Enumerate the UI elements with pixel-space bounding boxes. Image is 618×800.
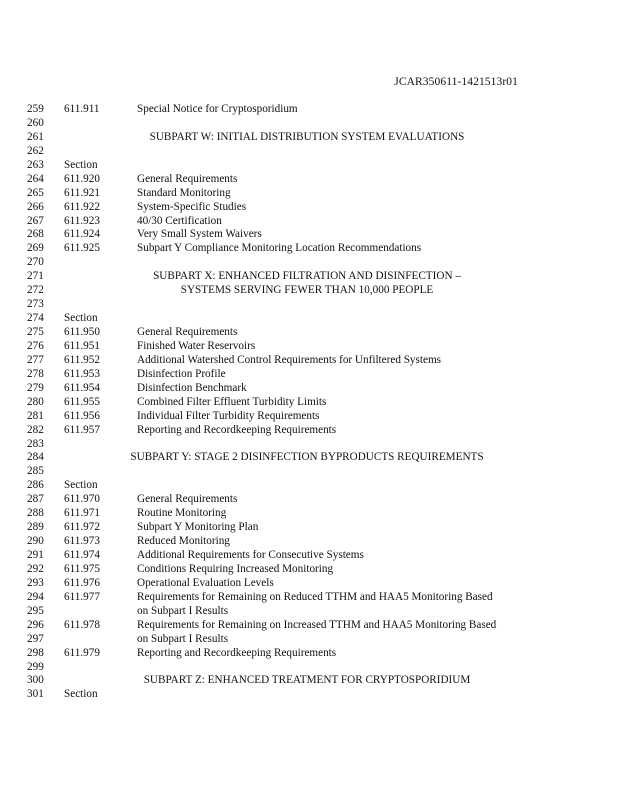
text-line [27, 201, 587, 215]
section-number: 611.954 [64, 381, 100, 394]
text-line [27, 619, 587, 633]
text-line [27, 438, 587, 452]
line-number: 301 [27, 688, 44, 701]
section-number: 611.953 [64, 367, 100, 380]
line-number: 294 [27, 590, 44, 603]
text-line [27, 493, 587, 507]
text-line [27, 424, 587, 438]
line-number: 299 [27, 660, 44, 673]
line-number: 288 [27, 507, 44, 520]
section-title: Reporting and Recordkeeping Requirements [137, 646, 337, 659]
section-number: 611.952 [64, 353, 100, 366]
section-number: 611.911 [64, 103, 100, 115]
text-line [27, 465, 587, 479]
line-number: 270 [27, 256, 44, 269]
line-number: 282 [27, 423, 44, 436]
section-label: Section [64, 158, 98, 171]
line-number: 293 [27, 576, 44, 589]
text-line [27, 507, 587, 521]
line-number: 290 [27, 535, 44, 548]
section-number: 611.951 [64, 339, 100, 352]
line-number: 275 [27, 326, 44, 338]
section-number: 611.975 [64, 562, 100, 575]
subpart-heading: SUBPART X: ENHANCED FILTRATION AND DISINFECTION – [153, 270, 461, 283]
line-number: 295 [27, 604, 44, 617]
text-line [27, 521, 587, 535]
line-number: 296 [27, 618, 44, 631]
section-title: Disinfection Profile [137, 367, 226, 380]
line-number: 263 [27, 158, 44, 171]
section-number: 611.971 [64, 507, 100, 520]
line-number: 300 [27, 674, 44, 687]
subpart-heading: SUBPART Z: ENHANCED TREATMENT FOR CRYPTOSPORIDIUM [143, 674, 471, 687]
text-line [27, 661, 587, 675]
line-number: 279 [27, 381, 44, 394]
text-line [27, 117, 587, 131]
text-line [27, 410, 587, 424]
line-number: 277 [27, 353, 44, 366]
section-number: 611.970 [64, 493, 100, 506]
text-line [27, 396, 587, 410]
line-number: 261 [27, 130, 44, 143]
line-number: 267 [27, 214, 44, 227]
section-title: General Requirements [137, 493, 238, 506]
section-title: Additional Watershed Control Requirements for Unfiltered Systems [137, 353, 442, 366]
text-line [27, 633, 587, 647]
line-number: 274 [27, 312, 44, 325]
line-number: 281 [27, 409, 44, 422]
line-number: 259 [27, 103, 44, 115]
section-number: 611.976 [64, 576, 100, 589]
section-number: 611.979 [64, 646, 100, 659]
text-line [27, 605, 587, 619]
text-line [27, 591, 587, 605]
text-line [27, 688, 587, 702]
line-number: 264 [27, 172, 44, 185]
line-number: 283 [27, 437, 44, 450]
subpart-heading: SYSTEMS SERVING FEWER THAN 10,000 PEOPLE [180, 284, 434, 297]
text-line [27, 382, 587, 396]
section-title: Subpart Y Monitoring Plan [137, 521, 259, 534]
line-number: 268 [27, 228, 44, 241]
text-line [27, 535, 587, 549]
section-title-continued: on Subpart I Results [137, 604, 229, 617]
text-line [27, 647, 587, 661]
text-line [27, 145, 587, 159]
section-number: 611.922 [64, 200, 100, 213]
text-line [27, 242, 587, 256]
line-number: 291 [27, 549, 44, 561]
section-title: Requirements for Remaining on Increased TTHM and HAA5 Monitoring Based [137, 618, 497, 631]
section-number: 611.973 [64, 535, 100, 548]
text-line [27, 563, 587, 577]
line-number: 271 [27, 270, 44, 283]
line-number: 266 [27, 200, 44, 213]
section-title: Reporting and Recordkeeping Requirements [137, 423, 337, 436]
section-title: General Requirements [137, 326, 238, 338]
line-number: 284 [27, 451, 44, 464]
section-number: 611.950 [64, 326, 100, 338]
section-title: Combined Filter Effluent Turbidity Limits [137, 395, 327, 408]
section-title: Disinfection Benchmark [137, 381, 247, 394]
section-number: 611.974 [64, 549, 100, 561]
text-line [27, 674, 587, 688]
line-number: 272 [27, 284, 44, 297]
section-number: 611.920 [64, 172, 100, 185]
text-line [27, 103, 587, 117]
line-number: 273 [27, 298, 44, 311]
section-number: 611.925 [64, 242, 100, 255]
text-line [27, 326, 587, 340]
line-number: 269 [27, 242, 44, 255]
section-number: 611.923 [64, 214, 100, 227]
line-numbered-text [27, 103, 587, 702]
section-title: Finished Water Reservoirs [137, 339, 256, 352]
line-number: 289 [27, 521, 44, 534]
section-title-continued: on Subpart I Results [137, 632, 229, 645]
section-title: Routine Monitoring [137, 507, 227, 520]
section-title: System-Specific Studies [137, 200, 247, 213]
section-label: Section [64, 312, 98, 325]
section-number: 611.957 [64, 423, 100, 436]
subpart-heading: SUBPART Y: STAGE 2 DISINFECTION BYPRODUCTS REQUIREMENTS [130, 451, 484, 464]
text-line [27, 256, 587, 270]
section-number: 611.955 [64, 395, 100, 408]
section-number: 611.972 [64, 521, 100, 534]
line-number: 286 [27, 479, 44, 492]
section-number: 611.978 [64, 618, 100, 631]
section-label: Section [64, 688, 98, 701]
section-label: Section [64, 479, 98, 492]
line-number: 265 [27, 186, 44, 199]
text-line [27, 270, 587, 284]
line-number: 292 [27, 562, 44, 575]
section-title: Special Notice for Cryptosporidium [137, 103, 298, 115]
section-title: Subpart Y Compliance Monitoring Location Recommendations [137, 242, 422, 255]
text-line [27, 312, 587, 326]
line-number: 285 [27, 465, 44, 478]
text-line [27, 368, 587, 382]
section-title: General Requirements [137, 172, 238, 185]
section-number: 611.956 [64, 409, 100, 422]
text-line [27, 340, 587, 354]
section-title: Requirements for Remaining on Reduced TTHM and HAA5 Monitoring Based [137, 590, 493, 603]
text-line [27, 479, 587, 493]
line-number: 298 [27, 646, 44, 659]
document-id: JCAR350611-1421513r01 [394, 76, 518, 88]
line-number: 297 [27, 632, 44, 645]
text-line [27, 228, 587, 242]
line-number: 287 [27, 493, 44, 506]
section-title: 40/30 Certification [137, 214, 222, 227]
text-line [27, 131, 587, 145]
line-number: 262 [27, 144, 44, 157]
section-title: Individual Filter Turbidity Requirements [137, 409, 320, 422]
text-line [27, 173, 587, 187]
line-number: 260 [27, 116, 44, 129]
text-line [27, 187, 587, 201]
line-number: 278 [27, 367, 44, 380]
text-line [27, 159, 587, 173]
text-line [27, 298, 587, 312]
section-title: Conditions Requiring Increased Monitoring [137, 562, 334, 575]
text-line [27, 284, 587, 298]
text-line [27, 215, 587, 229]
section-number: 611.924 [64, 228, 100, 241]
text-line [27, 549, 587, 563]
section-title: Reduced Monitoring [137, 535, 230, 548]
text-line [27, 354, 587, 368]
text-line [27, 577, 587, 591]
section-title: Additional Requirements for Consecutive Systems [137, 549, 364, 561]
line-number: 276 [27, 339, 44, 352]
section-title: Standard Monitoring [137, 186, 231, 199]
section-number: 611.977 [64, 590, 100, 603]
section-number: 611.921 [64, 186, 100, 199]
subpart-heading: SUBPART W: INITIAL DISTRIBUTION SYSTEM EVALUATIONS [149, 130, 465, 143]
line-number: 280 [27, 395, 44, 408]
text-line [27, 451, 587, 465]
section-title: Very Small System Waivers [137, 228, 262, 241]
section-title: Operational Evaluation Levels [137, 576, 274, 589]
